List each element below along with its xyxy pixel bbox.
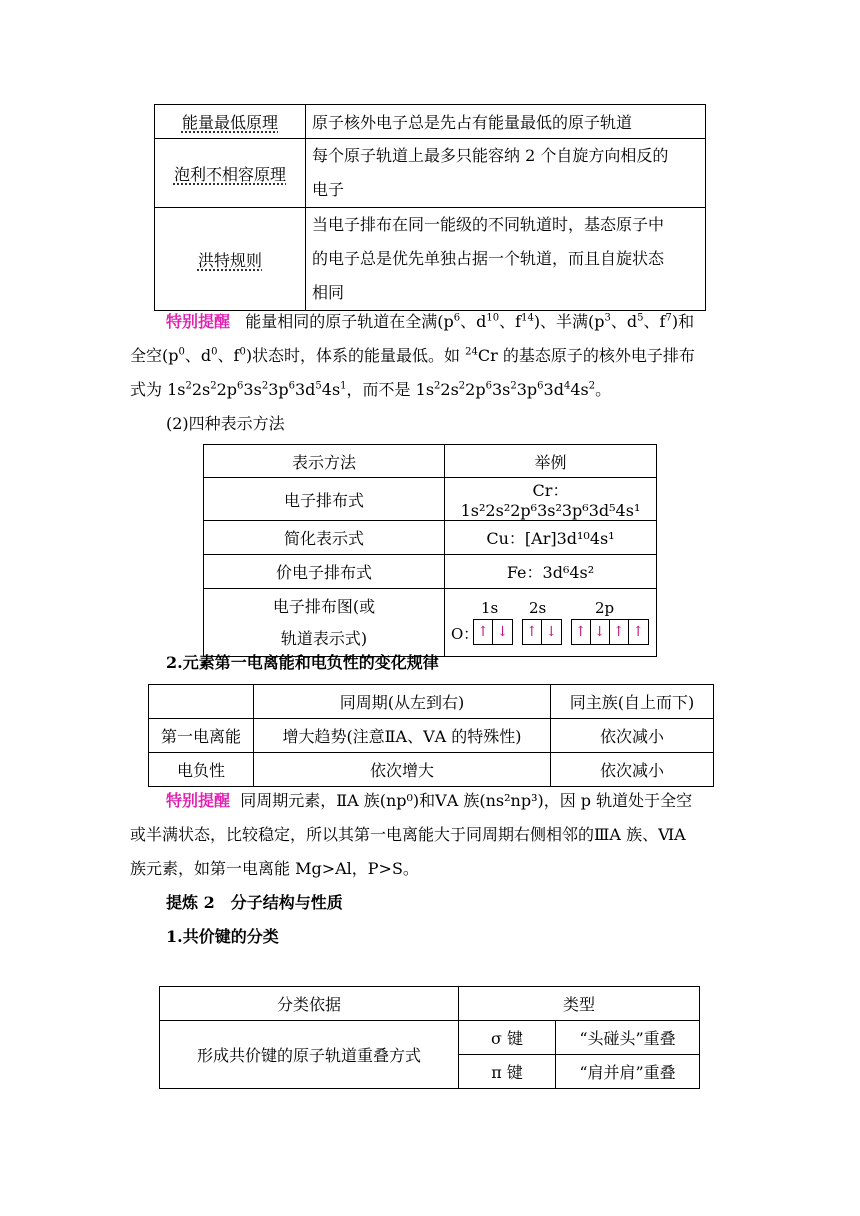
overlap-cell: “头碰头”重叠 [556, 1021, 700, 1055]
overlap-cell: “肩并肩”重叠 [556, 1055, 700, 1089]
table-header: 同周期(从左到右) [254, 685, 551, 719]
covalent-table [159, 986, 700, 1089]
reminder2-line2: 或半满状态，比较稳定，所以其第一电离能大于同周期右侧相邻的ⅢA 族、ⅥA [130, 825, 686, 844]
reminder-label: 特别提醒 [166, 791, 231, 810]
method-cell: 电子排布图(或 轨道表示式) [204, 589, 445, 657]
orbital-box-2s [522, 619, 562, 645]
principle-desc: 每个原子轨道上最多只能容纳 2 个自旋方向相反的 电子 [306, 139, 706, 208]
arrow-down-icon: ↓ [545, 623, 558, 640]
principle-name: 泡利不相容原理 [155, 139, 306, 208]
table-cell: 依次减小 [551, 753, 714, 787]
table-cell: 依次减小 [551, 719, 714, 753]
basis-cell: 形成共价键的原子轨道重叠方式 [160, 1021, 459, 1089]
table-cell: 增大趋势(注意ⅡA、ⅤA 的特殊性) [254, 719, 551, 753]
method-cell: 价电子排布式 [204, 555, 445, 589]
arrow-down-icon: ↓ [496, 623, 509, 640]
orbital-label: 2p [595, 598, 615, 617]
bond-type: σ 键 [459, 1021, 556, 1055]
atom-label: O： [451, 624, 479, 643]
orbital-box-1s [473, 619, 513, 645]
reminder2-line3: 族元素，如第一电离能 Mg>Al，P>S。 [130, 859, 419, 878]
example-cell: Fe：3d⁶4s² [445, 555, 657, 589]
principle-desc: 原子核外电子总是先占有能量最低的原子轨道 [306, 105, 706, 139]
reminder1-line2: 全空($p^0$、$d^0$、$f^0$)状态时，体系的能量最低。如 $^{24}$Cr 的基态原子的核外电子排布 [130, 346, 695, 365]
reminder2-line1: 特别提醒 同周期元素，ⅡA 族(np⁰)和ⅤA 族(ns²np³)，因 p 轨道处于全空 [166, 791, 693, 810]
example-cell: Cu：[Ar]3d¹⁰4s¹ [445, 521, 657, 555]
orbital-diagram [445, 589, 657, 657]
principle-name: 洪特规则 [155, 208, 306, 311]
arrow-up-icon: ↑ [474, 620, 493, 644]
section-heading: (2)四种表示方法 [166, 414, 285, 433]
example-cell: Cr：1s²2s²2p⁶3s²3p⁶3d⁵4s¹ [445, 478, 657, 521]
table-header: 同主族(自上而下) [551, 685, 714, 719]
orbital-label: 2s [529, 598, 547, 617]
arrow-up-icon: ↑ [632, 623, 644, 640]
table-header [149, 685, 254, 719]
table-header: 分类依据 [160, 987, 459, 1021]
row-label: 第一电离能 [149, 719, 254, 753]
table-header: 类型 [459, 987, 700, 1021]
arrow-down-icon: ↓ [591, 620, 610, 644]
method-cell: 电子排布式 [204, 478, 445, 521]
arrow-up-icon: ↑ [610, 620, 629, 644]
table-header: 举例 [445, 445, 657, 478]
orbital-label: 1s [481, 598, 499, 617]
bond-type: π 键 [459, 1055, 556, 1089]
section-heading: 1.共价键的分类 [166, 927, 279, 946]
arrow-up-icon: ↑ [523, 620, 542, 644]
orbital-box-2p [571, 619, 649, 645]
reminder1-line3: 式为 $1s^22s^22p^63s^23p^63d^54s^1$，而不是 $1s^22s^22p^63s^23p^63d^44s^2$。 [130, 380, 612, 399]
table-cell: 依次增大 [254, 753, 551, 787]
subsection-title: 提炼 2 分子结构与性质 [166, 893, 343, 912]
reminder1-line1: 特别提醒 能量相同的原子轨道在全满($p^6$、$d^{10}$、$f^{14}$)、半满($p^3$、$d^5$、$f^7$)和 [166, 312, 695, 331]
ie-table [148, 684, 714, 787]
row-label: 电负性 [149, 753, 254, 787]
methods-table [203, 444, 657, 657]
principle-name: 能量最低原理 [155, 105, 306, 139]
principle-desc: 当电子排布在同一能级的不同轨道时，基态原子中 的电子总是优先单独占据一个轨道，而且自旋状态 相同 [306, 208, 706, 311]
arrow-up-icon: ↑ [572, 620, 591, 644]
reminder-label: 特别提醒 [166, 312, 231, 331]
principles-table [154, 104, 706, 311]
method-cell: 简化表示式 [204, 521, 445, 555]
section-heading: 2.元素第一电离能和电负性的变化规律 [166, 653, 439, 672]
table-header: 表示方法 [204, 445, 445, 478]
